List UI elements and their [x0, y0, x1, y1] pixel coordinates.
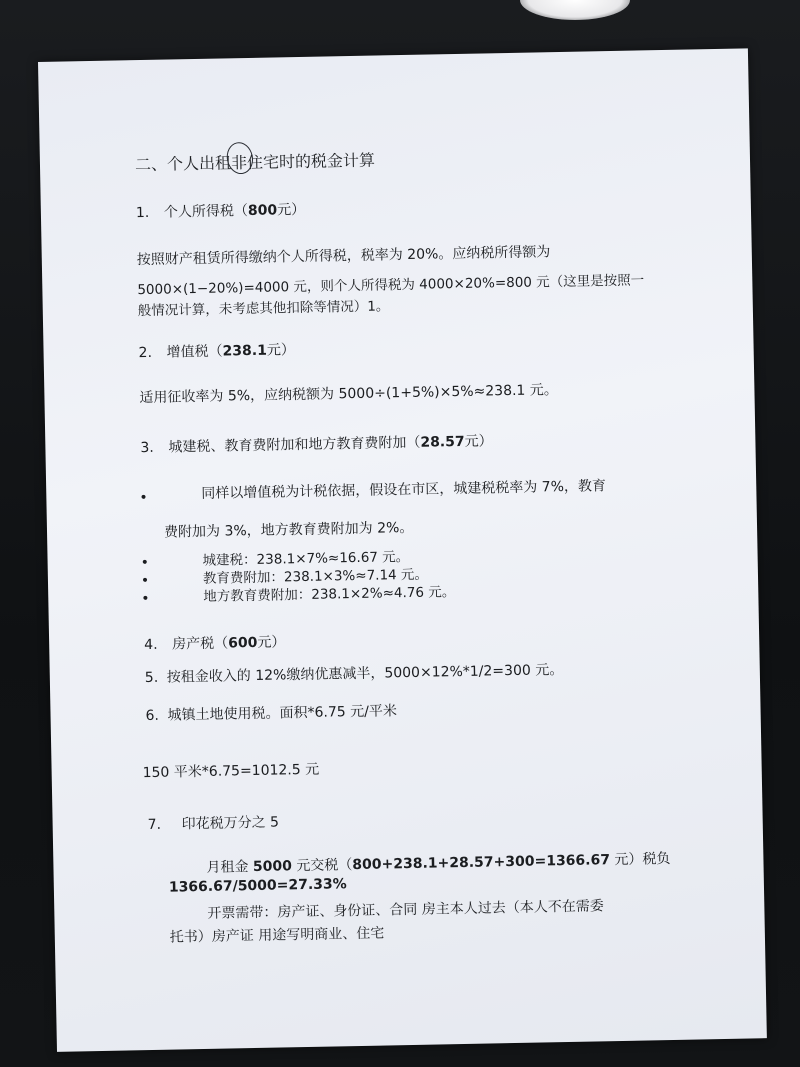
section-7: 7. 印花税万分之 5	[147, 814, 280, 834]
section-3-line-1: 同样以增值税为计税依据，假设在市区，城建税税率为 7%，教育	[201, 478, 607, 502]
section-1-title: 1. 个人所得税（800元）	[135, 201, 306, 222]
section-6-calculation: 150 平米*6.75=1012.5 元	[142, 761, 320, 782]
section-3-line-2: 费附加为 3%，地方教育费附加为 2%。	[163, 519, 414, 541]
invoice-note-line-1: 开票需带：房产证、身份证、合同 房主本人过去（本人不在需委	[207, 898, 604, 922]
section-2-title: 2. 增值税（238.1元）	[138, 342, 296, 362]
section-4-title: 4. 房产税（600元）	[144, 634, 286, 654]
white-object	[520, 0, 630, 20]
section-1-line-2: 5000×(1−20%)=4000 元，则个人所得税为 4000×20%=800 元（这里是按照一	[137, 272, 645, 299]
bullet-point: •	[141, 590, 150, 608]
document-content	[134, 140, 745, 946]
section-6: 6. 城镇土地使用税。面积*6.75 元/平米	[145, 703, 398, 725]
bullet-point: •	[139, 489, 148, 507]
bullet-point: •	[140, 554, 150, 572]
section-1-line-3: 般情况计算，未考虑其他扣除等情况）1。	[137, 298, 390, 320]
tax-summary-line: 月租金 5000 元交税（800+238.1+28.57+300=1366.67 元）税负	[206, 851, 671, 876]
printed-paper	[38, 48, 767, 1051]
section-3-item-1: 城建税：238.1×7%≈16.67 元。	[202, 548, 410, 569]
tax-ratio: 1366.67/5000=27.33%	[168, 876, 347, 896]
section-5: 5. 按租金收入的 12%缴纳优惠减半，5000×12%*1/2=300 元。	[144, 662, 564, 687]
bullet-point: •	[140, 572, 150, 590]
section-3-item-2: 教育费附加：238.1×3%≈7.14 元。	[202, 566, 429, 587]
section-2-line-1: 适用征收率为 5%，应纳税额为 5000÷(1+5%)×5%≈238.1 元。	[139, 382, 559, 407]
section-3-item-3: 地方教育费附加：238.1×2%≈4.76 元。	[203, 584, 456, 605]
invoice-note-line-2: 托书）房产证 用途写明商业、住宅	[169, 925, 385, 946]
document-heading: 二、个人出租非住宅时的税金计算	[135, 148, 375, 176]
section-3-title: 3. 城建税、教育费附加和地方教育费附加（28.57元）	[140, 433, 493, 457]
section-1-line-1: 按照财产租赁所得缴纳个人所得税，税率为 20%。应纳税所得额为	[136, 244, 551, 269]
